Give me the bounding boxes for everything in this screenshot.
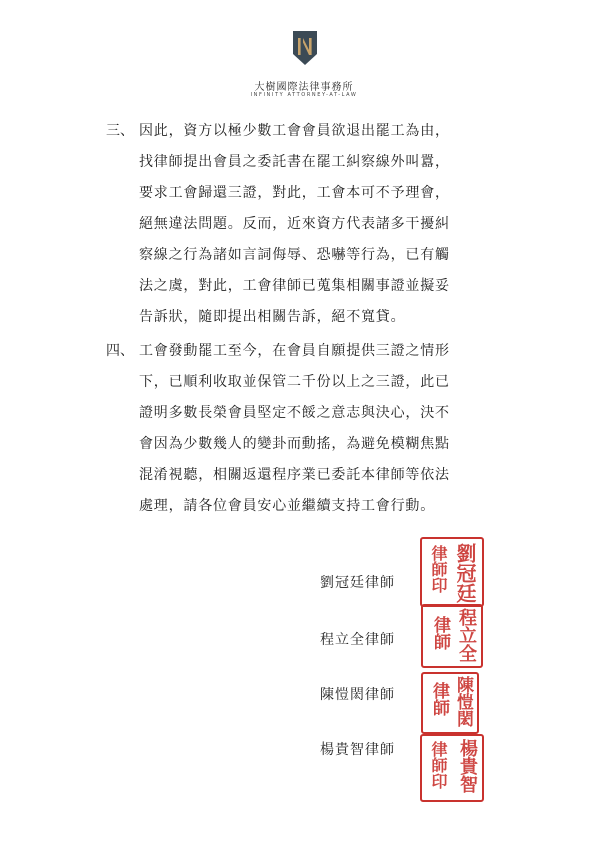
clause-line: 告訴狀，隨即提出相關告訴，絕不寬貸。 xyxy=(139,309,406,325)
signature-name: 劉冠廷律師 xyxy=(320,575,395,591)
lawyer-seal-stamp: 楊貴智 律師印 xyxy=(420,734,484,802)
clause-line: 證明多數長榮會員堅定不餒之意志與決心，決不 xyxy=(139,405,450,421)
clause-line: 絕無違法問題。反而，近來資方代表諸多干擾糾 xyxy=(139,216,450,232)
clause-number: 四、 xyxy=(106,343,134,359)
clause-line: 法之虞，對此，工會律師已蒐集相關事證並擬妥 xyxy=(139,278,450,294)
signature-name: 陳愷閎律師 xyxy=(320,687,395,703)
clause-line: 處理，請各位會員安心並繼續支持工會行動。 xyxy=(139,498,435,514)
clause-line: 下，已順利收取並保管二千份以上之三證，此已 xyxy=(139,374,450,390)
clause-line: 察線之行為諸如言詞侮辱、恐嚇等行為，已有觸 xyxy=(139,247,450,263)
clause-line: 混淆視聽，相關返還程序業已委託本律師等依法 xyxy=(139,467,450,483)
clause-number: 三、 xyxy=(106,123,134,139)
clause-line: 會因為少數幾人的變卦而動搖，為避免模糊焦點 xyxy=(139,436,450,452)
firm-logo-icon xyxy=(292,30,318,66)
lawyer-seal-stamp: 程立全 律師 xyxy=(421,604,483,668)
clause-line: 因此，資方以極少數工會會員欲退出罷工為由， xyxy=(139,123,450,139)
firm-name: 大樹國際法律事務所 xyxy=(254,82,354,93)
lawyer-seal-stamp: 陳愷閎 律師 xyxy=(421,672,479,734)
clause-line: 要求工會歸還三證，對此，工會本可不予理會， xyxy=(139,185,450,201)
clause-line: 工會發動罷工至今，在會員自願提供三證之情形 xyxy=(139,343,450,359)
signature-name: 楊貴智律師 xyxy=(320,742,395,758)
signature-name: 程立全律師 xyxy=(320,632,395,648)
clause-line: 找律師提出會員之委託書在罷工糾察線外叫囂， xyxy=(139,154,450,170)
firm-name-en: INFINITY ATTORNEY-AT-LAW xyxy=(250,92,358,98)
lawyer-seal-stamp: 劉冠廷 律師印 xyxy=(420,537,484,607)
